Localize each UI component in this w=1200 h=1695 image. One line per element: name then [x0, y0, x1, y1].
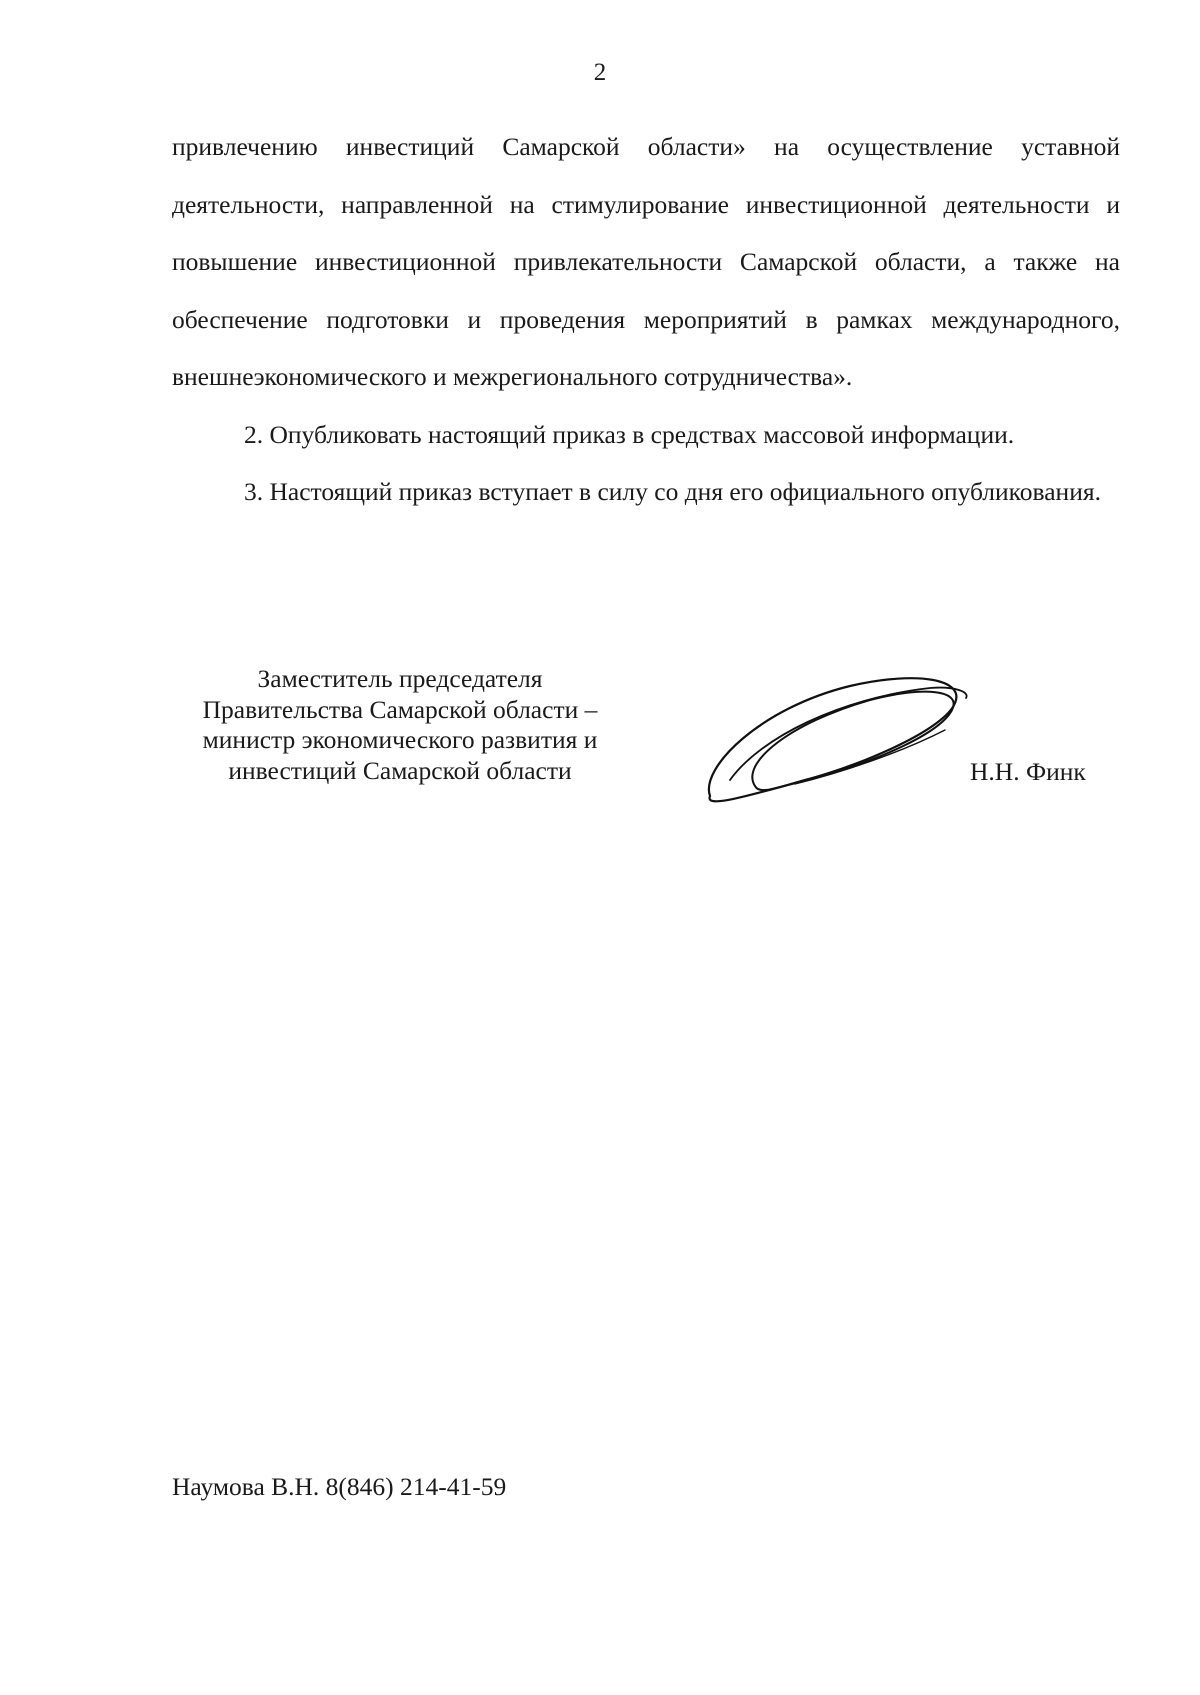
signatory-position: [155, 664, 645, 786]
paragraph-effective: 3. Настоящий приказ вступает в силу со дня его официального опубликования.: [244, 477, 1101, 506]
signer-name: Н.Н. Финк: [970, 757, 1086, 786]
position-line: Правительства Самарской области –: [202, 694, 598, 724]
page-number: 2: [593, 59, 607, 86]
position-line: Заместитель председателя: [257, 664, 543, 693]
position-line: министр экономического развития и: [202, 725, 598, 754]
handwritten-signature: [700, 668, 980, 818]
paragraph-continuation: привлечению инвестиций Самарской области» на осуществление уставной деятельности, направленной на стимулирование инвестиционной деятельности и повышение инвестиционной привлекательности Самарской области, а также на обеспечение подготовки и проведения мероприятий в рамках международного, внешнеэкономического и межрегионального сотрудничества».: [172, 132, 1120, 391]
body-text: [172, 118, 1120, 521]
paragraph-publish: 2. Опубликовать настоящий приказ в средствах массовой информации.: [244, 419, 1015, 449]
position-line: инвестиций Самарской области: [228, 755, 572, 785]
executor-contact: Наумова В.Н. 8(846) 214-41-59: [172, 1472, 507, 1501]
